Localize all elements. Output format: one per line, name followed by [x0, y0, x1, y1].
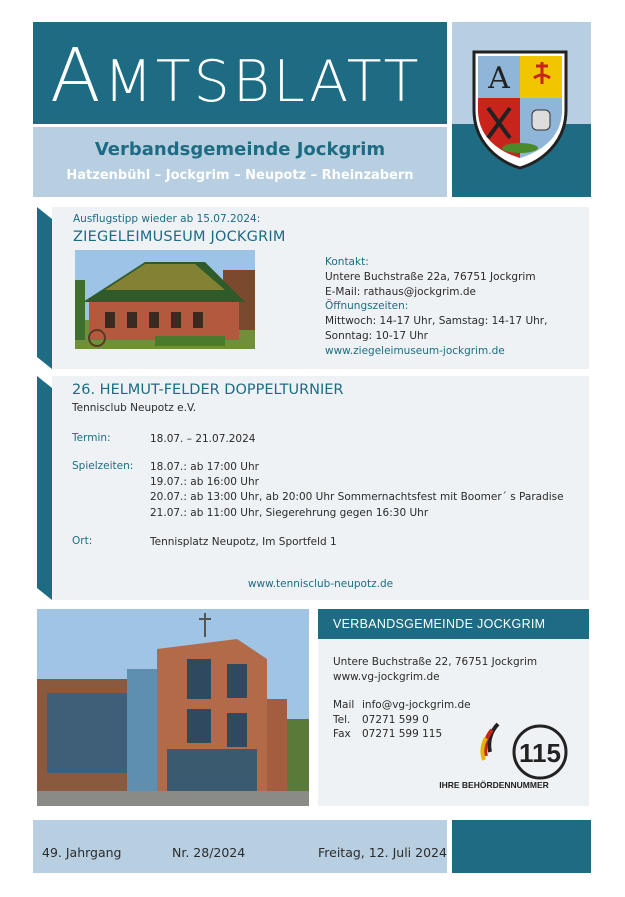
- museum-hours-2: Sonntag: 10-17 Uhr: [325, 329, 428, 342]
- museum-hours-1: Mittwoch: 14-17 Uhr, Samstag: 14-17 Uhr,: [325, 315, 548, 328]
- museum-title: ZIEGELEIMUSEUM JOCKGRIM: [73, 229, 286, 245]
- subheader-banner: [33, 127, 447, 197]
- footer-issue-number: Nr. 28/2024: [172, 845, 246, 860]
- museum-email[interactable]: E-Mail: rathaus@jockgrim.de: [325, 285, 476, 298]
- masthead-title: [50, 33, 422, 119]
- vg-fax-label: Fax: [333, 728, 351, 740]
- vg-tel-label: Tel.: [333, 713, 351, 726]
- vg-info-title: VERBANDSGEMEINDE JOCKGRIM: [333, 617, 546, 631]
- museum-hours-label: Öffnungszeiten:: [325, 300, 409, 313]
- vg-mail-label: Mail: [333, 699, 355, 711]
- ort-value: Tennisplatz Neupotz, Im Sportfeld 1: [150, 536, 337, 548]
- tennis-accent-bar: [37, 376, 52, 600]
- tennis-website-link[interactable]: www.tennisclub-neupotz.de: [247, 578, 394, 590]
- vg-address-block: [333, 655, 537, 684]
- coat-of-arms-icon: [470, 48, 570, 170]
- member-towns: Hatzenbühl – Jockgrim – Neupotz – Rheinzabern: [66, 168, 414, 183]
- museum-kicker: Ausflugstipp wieder ab 15.07.2024:: [73, 213, 261, 225]
- ort-label: Ort:: [72, 535, 93, 547]
- termin-value: 18.07. – 21.07.2024: [150, 433, 256, 445]
- museum-photo: [75, 250, 255, 349]
- museum-contact: [325, 255, 547, 359]
- footer-accent: [452, 820, 591, 873]
- tennis-title: 26. HELMUT-FELDER DOPPELTURNIER: [72, 382, 344, 398]
- spielzeit-item: 19.07.: ab 16:00 Uhr: [150, 476, 259, 489]
- spielzeit-item: 18.07.: ab 17:00 Uhr: [150, 461, 259, 473]
- vg-website-link[interactable]: www.vg-jockgrim.de: [333, 670, 440, 683]
- vg-address: Untere Buchstraße 22, 76751 Jockgrim: [333, 656, 538, 668]
- termin-label: Termin:: [72, 432, 111, 444]
- footer-date: Freitag, 12. Juli 2024: [318, 845, 447, 860]
- spielzeit-item: 20.07.: ab 13:00 Uhr, ab 20:00 Uhr Sommernachtsfest mit Boomer´ s Paradise: [150, 491, 564, 504]
- vg-fax: 07271 599 115: [362, 728, 443, 740]
- masthead-title-initial: A: [50, 33, 104, 119]
- municipality-title: Verbandsgemeinde Jockgrim: [94, 139, 386, 160]
- logo-number: 115: [519, 738, 561, 768]
- museum-contact-label: Kontakt:: [325, 256, 369, 268]
- spielzeiten-label: Spielzeiten:: [72, 460, 134, 472]
- vg-mail[interactable]: info@vg-jockgrim.de: [362, 699, 471, 711]
- tennis-club: Tennisclub Neupotz e.V.: [72, 402, 197, 414]
- logo-caption: IHRE BEHÖRDENNUMMER: [439, 780, 549, 790]
- spielzeit-item: 21.07.: ab 11:00 Uhr, Siegerehrung gegen 16:30 Uhr: [150, 506, 429, 519]
- masthead-title-rest: MTSBLATT: [103, 49, 422, 115]
- svg-text:A: A: [488, 61, 510, 96]
- spielzeiten-list: [150, 460, 564, 521]
- museum-website-link[interactable]: www.ziegeleimuseum-jockgrim.de: [325, 344, 505, 357]
- town-hall-photo: [37, 609, 309, 806]
- vg-tel[interactable]: 07271 599 0: [362, 713, 429, 726]
- footer-jahrgang: 49. Jahrgang: [42, 845, 122, 860]
- museum-address: Untere Buchstraße 22a, 76751 Jockgrim: [325, 270, 536, 283]
- museum-accent-bar: [37, 207, 52, 369]
- behoerdennummer-115-logo: [428, 712, 578, 794]
